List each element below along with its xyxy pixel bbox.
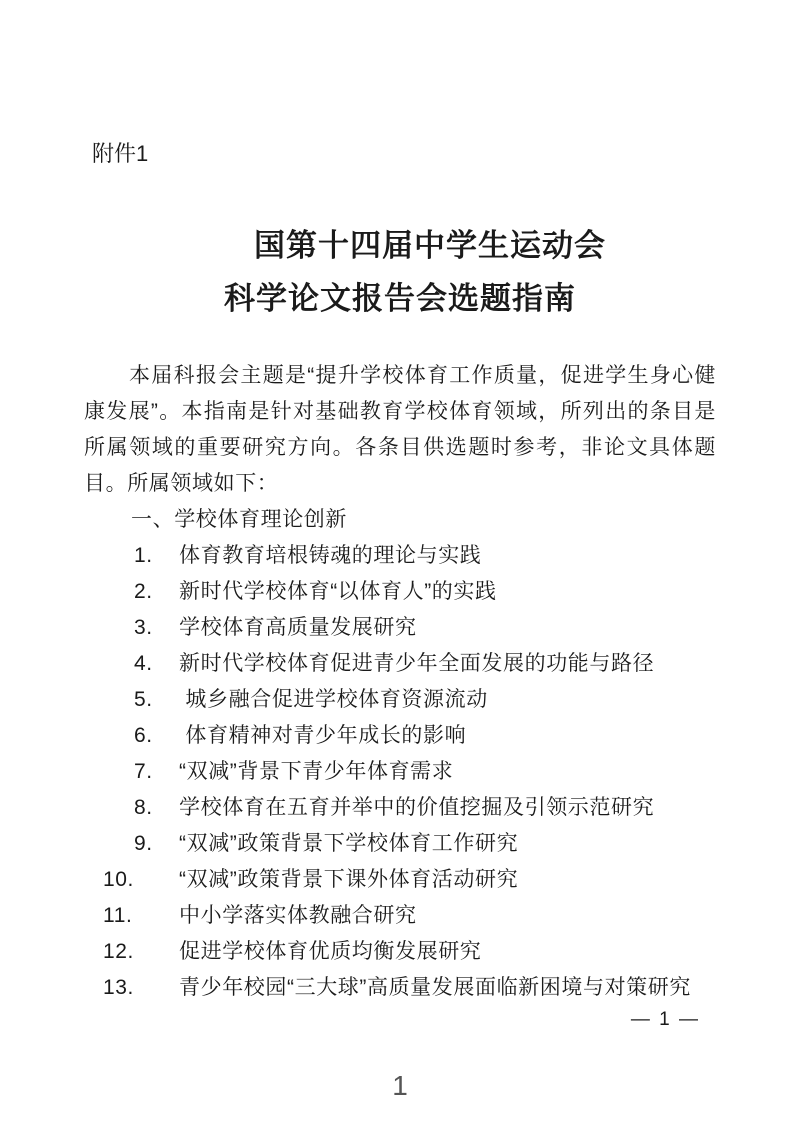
topic-item xyxy=(134,718,716,754)
topic-number: 7. xyxy=(134,760,153,783)
topic-item xyxy=(103,862,716,898)
topic-text: 学校体育在五育并举中的价值挖掘及引领示范研究 xyxy=(179,796,655,819)
topic-number: 9. xyxy=(134,832,153,855)
document-title-line-1: 国第十四届中学生运动会 xyxy=(254,228,606,263)
topic-number: 12. xyxy=(103,940,134,963)
topic-item xyxy=(134,574,716,610)
topic-text: “双减”背景下青少年体育需求 xyxy=(179,760,454,783)
topic-number: 11. xyxy=(103,904,133,927)
topic-number: 10. xyxy=(103,868,134,891)
topic-number: 8. xyxy=(134,796,153,819)
topic-item xyxy=(134,754,716,790)
topic-item xyxy=(134,646,716,682)
topic-text: 体育教育培根铸魂的理论与实践 xyxy=(179,544,482,567)
document-title-line-2: 科学论文报告会选题指南 xyxy=(224,281,576,316)
topic-item xyxy=(134,682,716,718)
topic-text: 促进学校体育优质均衡发展研究 xyxy=(179,940,482,963)
topic-text: “双减”政策背景下课外体育活动研究 xyxy=(179,868,519,891)
viewer-page-indicator: 1 xyxy=(392,1070,408,1101)
topic-text: 新时代学校体育“以体育人”的实践 xyxy=(179,580,497,603)
topic-text: 青少年校园“三大球”高质量发展面临新困境与对策研究 xyxy=(179,976,691,999)
topic-text: 学校体育高质量发展研究 xyxy=(179,616,417,639)
topic-item xyxy=(103,898,716,934)
document-title xyxy=(0,219,800,325)
topic-number: 3. xyxy=(134,616,153,639)
topic-item xyxy=(134,826,716,862)
topic-number: 1. xyxy=(134,544,153,567)
footer-page-number: — 1 — xyxy=(630,1009,700,1030)
topic-number: 13. xyxy=(103,976,134,999)
section-heading: 一、学校体育理论创新 xyxy=(131,508,347,531)
topic-number: 4. xyxy=(134,652,153,675)
topic-item xyxy=(134,610,716,646)
intro-paragraph: 本届科报会主题是“提升学校体育工作质量，促进学生身心健康发展”。本指南是针对基础教育学校体育领域，所列出的条目是所属领域的重要研究方向。各条目供选题时参考，非论文具体题目。所属领域如下： xyxy=(84,364,716,495)
topic-item xyxy=(103,934,716,970)
topic-text: 体育精神对青少年成长的影响 xyxy=(179,724,467,747)
topic-text: 中小学落实体教融合研究 xyxy=(179,904,417,927)
topic-item xyxy=(134,790,716,826)
topic-text: 城乡融合促进学校体育资源流动 xyxy=(179,688,488,711)
topic-text: 新时代学校体育促进青少年全面发展的功能与路径 xyxy=(179,652,655,675)
topic-item xyxy=(103,970,716,1006)
attachment-label: 附件1 xyxy=(92,141,149,166)
topic-item xyxy=(134,538,716,574)
document-body xyxy=(84,358,716,1006)
topic-number: 5. xyxy=(134,688,153,711)
topic-list xyxy=(84,538,716,1006)
topic-number: 6. xyxy=(134,724,153,747)
topic-text: “双减”政策背景下学校体育工作研究 xyxy=(179,832,519,855)
topic-number: 2. xyxy=(134,580,153,603)
